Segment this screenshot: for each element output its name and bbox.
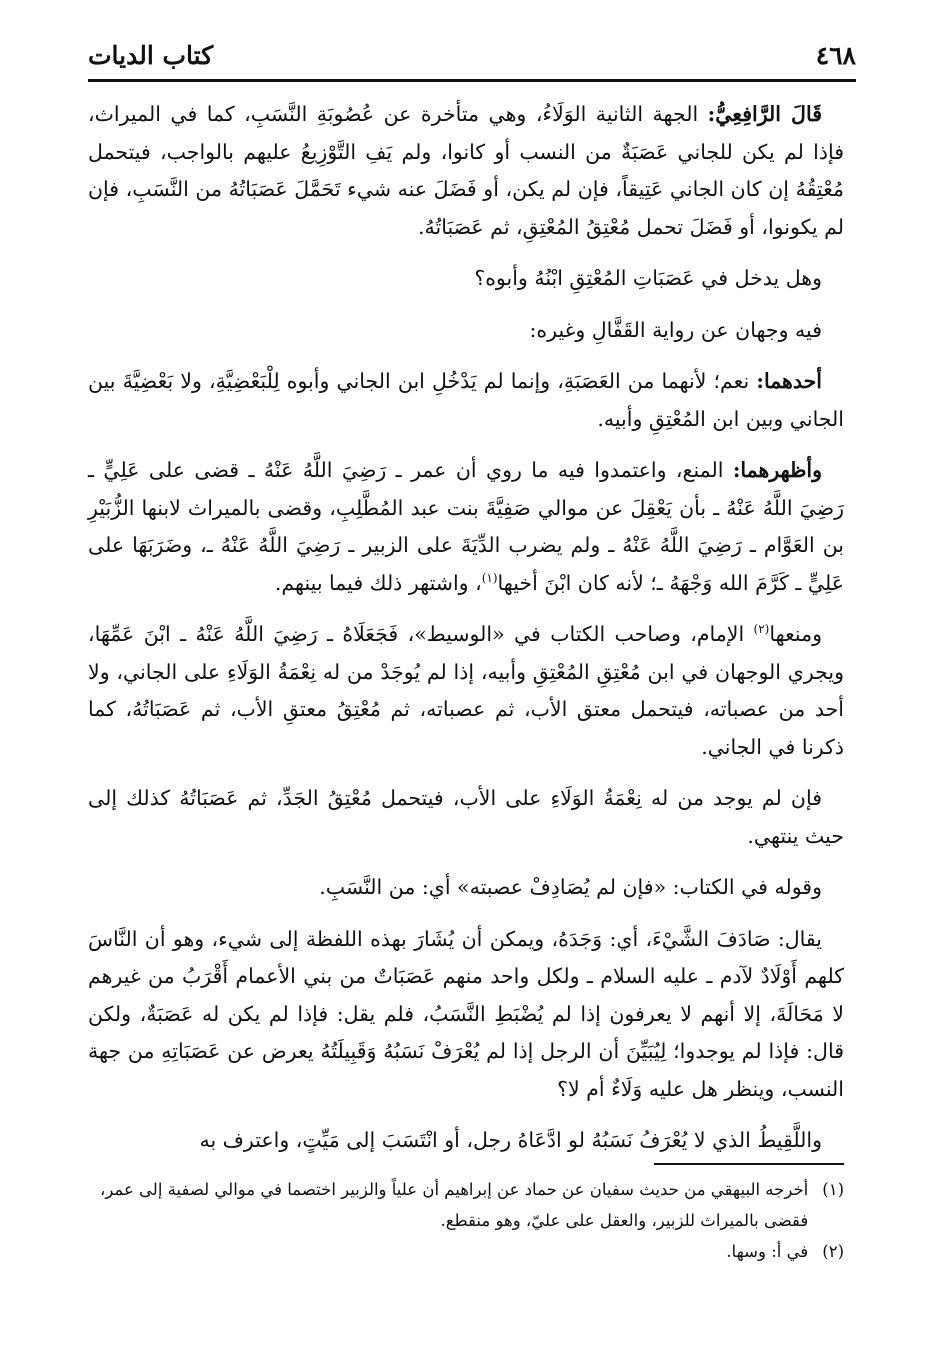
paragraph-text: فإن لم يوجد من له نِعْمَةُ الوَلَاءِ على الأب، فيتحمل مُعْتِقُ الجَدِّ، ثم عَصَبَاتُهُ كذلك إلى حيث ينتهي. — [88, 786, 844, 848]
paragraph — [88, 312, 844, 350]
paragraph — [88, 1122, 844, 1160]
footnote-number: (١) — [822, 1180, 844, 1199]
paragraph-text: ومنعها — [769, 622, 822, 646]
footnote — [88, 1174, 844, 1236]
header-rule — [88, 79, 856, 82]
footnote-ref[interactable]: (١) — [481, 570, 498, 585]
book-title: كتاب الديات — [88, 40, 214, 70]
paragraph-text: المنع، واعتمدوا فيه ما روي أن عمر ـ رَضِيَ اللَّهُ عَنْهُ ـ قضى على عَلِيٍّ ـ رَضِيَ اللَّهُ عَنْهُ ـ بأن يَعْقِلَ عن موالي صَفِيَّةَ بنت عبد المُطَّلِبِ، وقضى بالميراث لابنها الزُّبَيْرِ بن العَوَّام ـ رَضِيَ اللَّهُ عَنْهُ ـ ولم يضرب الدِّيَةَ على الزبير ـ رَضِيَ اللَّهُ عَنْهُ ـ، وضَرَبَهَا على عَلِيٍّ ـ كَرَّمَ الله وَجْهَهُ ـ؛ لأنه كان ابْنَ أخيها — [88, 458, 844, 595]
page-number: ٤٦٨ — [815, 40, 856, 70]
paragraph — [88, 616, 844, 766]
paragraph-text: يقال: صَادَفَ الشَّيْءَ، أي: وَجَدَهُ، ويمكن أن يُشَارَ بهذه اللفظة إلى شيء، وهو أن النَّاسَ كلهم أَوْلَادٌ لآدم ـ عليه السلام ـ ولكل واحد منهم عَصَبَاتٌ من بني الأعمام أَقْرَبُ من غيرهم لا مَحَالَةَ، إلا أنهم لا يعرفون إذا لم يُضْبَطِ النَّسَبُ، فلم يقل: فإذا لم يكن له عَصَبَةٌ، ولكن قال: فإذا لم يوجدوا؛ لِيُبَيِّنَ أن الرجل إذا لم يُعْرَفْ نَسَبُهُ وَقَبِيلَتُهُ يعرض عن عَصَبَاتِهِ من جهة النسب، وينظر هل عليه وَلَاءٌ أم لا؟ — [88, 926, 844, 1101]
paragraph-text: وهل يدخل في عَصَبَاتِ المُعْتِقِ ابْنُهُ وأبوه؟ — [474, 266, 822, 290]
paragraph — [88, 921, 844, 1109]
paragraph-lead: وأظهرهما: — [732, 458, 822, 482]
footnote-text: أخرجه البيهقي من حديث سفيان عن حماد عن إبراهيم أن علياً والزبير اختصما في موالي لصفية إلى عمر، فقضى بالميراث للزبير، والعقل على عليّ، وهو منقطع. — [100, 1180, 809, 1230]
paragraph-lead: قَالَ الرَّافِعِيُّ: — [707, 102, 823, 126]
paragraph — [88, 452, 844, 602]
paragraph-text: نعم؛ لأنهما من العَصَبَةِ، وإنما لم يَدْخُلِ ابن الجاني وأبوه لِلْبَعْضِيَّةِ، ولا بَعْضِيَّةَ بين الجاني وبين ابن المُعْتِقِ وأبيه. — [88, 369, 844, 431]
main-text — [88, 96, 844, 1174]
footnote-rule — [654, 1163, 844, 1165]
paragraph-text-tail: ، واشتهر ذلك فيما بينهم. — [274, 570, 482, 595]
paragraph-text: وقوله في الكتاب: «فإن لم يُصَادِفْ عصبته» أي: من النَّسَبِ. — [319, 875, 822, 899]
paragraph — [88, 260, 844, 298]
paragraph — [88, 96, 844, 246]
footnote-ref[interactable]: (٢) — [753, 622, 770, 637]
paragraph-text: فيه وجهان عن رواية القَفَّالِ وغيره: — [529, 317, 822, 342]
paragraph-lead: أحدهما: — [756, 369, 822, 393]
paragraph — [88, 363, 844, 438]
footnote-number: (٢) — [822, 1242, 844, 1261]
paragraph — [88, 780, 844, 855]
paragraph-text-tail: الإمام، وصاحب الكتاب في «الوسيط»، فَجَعَلَاهُ ـ رَضِيَ اللَّهُ عَنْهُ ـ ابْنَ عَمِّهَا، ويجري الوجهان في ابن مُعْتِقِ المُعْتِقِ وأبيه، إذا لم يُوجَدْ من له نِعْمَةُ الوَلَاءِ على الجاني، ولا أحد من عصباته، فيتحمل معتق الأب، ثم عصباته، ثم مُعْتِقُ معتقِ الأب، ثم عَصَبَاتُهُ، كما ذكرنا في الجاني. — [88, 622, 844, 759]
paragraph — [88, 869, 844, 907]
page-header — [88, 30, 856, 80]
footnote-text: في أ: وسها. — [726, 1242, 809, 1261]
footnotes — [88, 1174, 844, 1267]
paragraph-text: الجهة الثانية الوَلَاءُ، وهي متأخرة عن عُصُوبَةِ النَّسَبِ، كما في الميراث، فإذا لم يكن للجاني عَصَبَةٌ من النسب أو كانوا، ولم يَفِ التَّوْزِيعُ عليهم بالواجب، فيتحمل مُعْتِقُهُ إن كان الجاني عَتِيقاً، فإن لم يكن، أو فَضَلَ عنه شيء تَحَمَّلَ عَصَبَاتُهُ من النَّسَبِ، فإن لم يكونوا، أو فَضَلَ تحمل مُعْتِقُ المُعْتِقِ، ثم عَصَبَاتُهُ. — [88, 102, 844, 239]
paragraph-text: واللَّقِيطُ الذي لا يُعْرَفُ نَسَبُهُ لو ادَّعَاهُ رجل، أو انْتَسَبَ إلى مَيِّتٍ، واعترف به — [199, 1128, 822, 1152]
footnote — [88, 1236, 844, 1267]
